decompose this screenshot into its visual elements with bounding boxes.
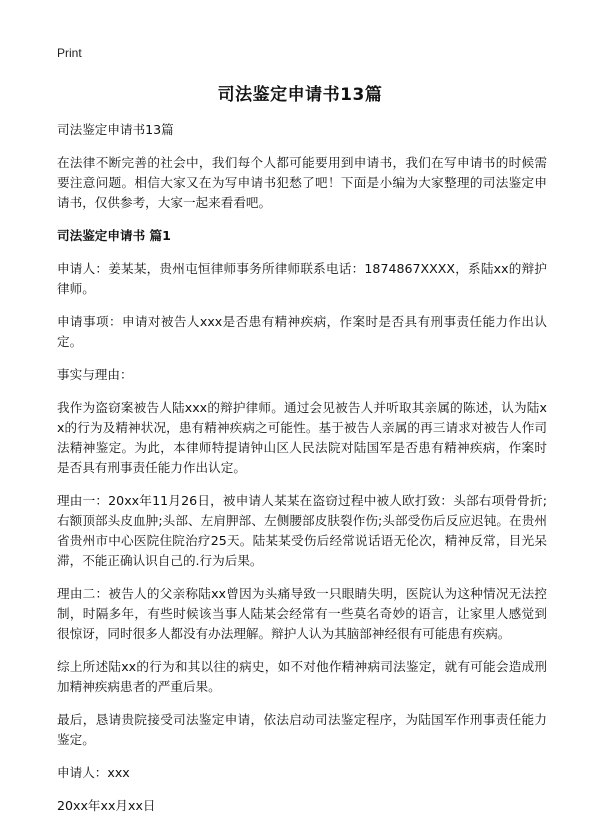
reason-one-paragraph: 理由一：20xx年11月26日，被申请人某某在盗窃过程中被人欧打致：头部右项骨骨折;右额顶部头皮血肿;头部、左肩胛部、左侧腰部皮肤裂作伤;头部受伤后反应迟钝。在贵州省贵州市中心医院住院治疗25天。陆某某受伤后经常说话语无伦次，精神反常，目光呆滞，不能正确认识自己的.行为后果。 <box>57 493 547 568</box>
print-link[interactable]: Print <box>57 46 82 60</box>
date-line: 20xx年xx月xx日 <box>57 798 156 813</box>
facts-heading: 事实与理由： <box>57 367 133 382</box>
applicant-paragraph: 申请人：姜某某，贵州屯恒律师事务所律师联系电话：1874867XXXX，系陆xx的辩护律师。 <box>57 261 547 296</box>
section-heading: 司法鉴定申请书 篇1 <box>57 228 171 243</box>
intro-paragraph: 在法律不断完善的社会中，我们每个人都可能要用到申请书，我们在写申请书的时候需要注意问题。相信大家又在为写申请书犯愁了吧！下面是小编为大家整理的司法鉴定申请书，仅供参考，大家一起来看看吧。 <box>57 155 547 210</box>
request-paragraph: 申请事项：申请对被告人xxx是否患有精神疾病，作案时是否具有刑事责任能力作出认定。 <box>57 314 547 349</box>
intro-heading: 司法鉴定申请书13篇 <box>57 122 174 137</box>
facts-paragraph: 我作为盗窃案被告人陆xxx的辩护律师。通过会见被告人并听取其亲属的陈述，认为陆xx的行为及精神状况，患有精神疾病之可能性。基于被告人亲属的再三请求对被告人作司法精神鉴定。为此，本律师特提请钟山区人民法院对陆国军是否患有精神疾病，作案时是否具有刑事责任能力作出认定。 <box>57 400 547 475</box>
closing-paragraph: 最后，恳请贵院接受司法鉴定申请，依法启动司法鉴定程序，为陆国军作刑事责任能力鉴定。 <box>57 712 547 747</box>
page-title: 司法鉴定申请书13篇 <box>217 85 383 105</box>
signature-line: 申请人：xxx <box>57 765 130 780</box>
summary-paragraph: 综上所述陆xx的行为和其以往的病史，如不对他作精神病司法鉴定，就有可能会造成刑加精神疾病患者的严重后果。 <box>57 659 547 694</box>
document-body <box>57 120 547 829</box>
reason-two-paragraph: 理由二：被告人的父亲称陆xx曾因为头痛导致一只眼睛失明，医院认为这种情况无法控制，时隔多年，有些时候该当事人陆某会经常有一些莫名奇妙的语言，让家里人感觉到很惊讶，同时很多人都没有办法理解。辩护人认为其脑部神经很有可能患有疾病。 <box>57 586 547 641</box>
